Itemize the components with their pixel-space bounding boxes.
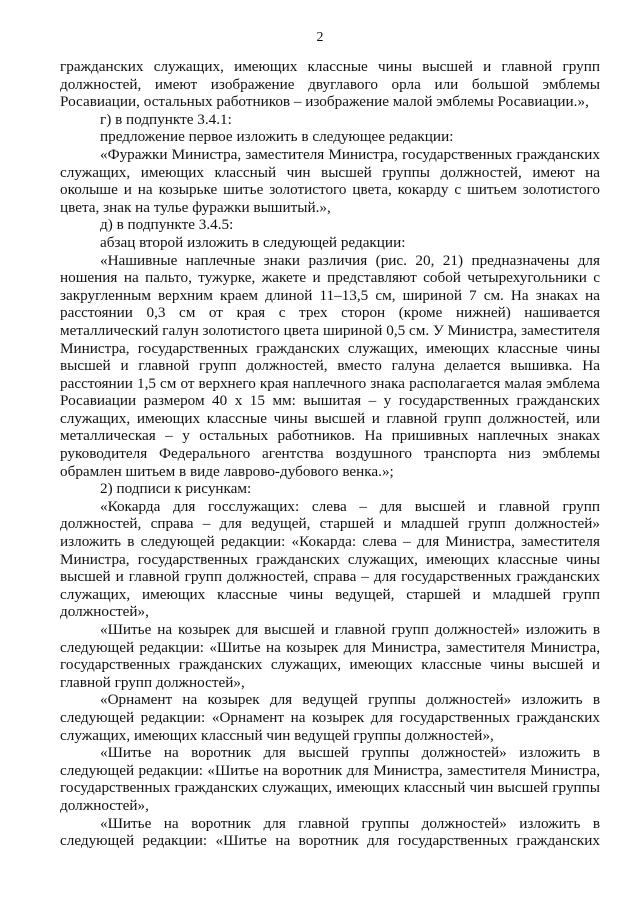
paragraph: «Орнамент на козырек для ведущей группы должностей» изложить в следующей редакции: «Орнамент на козырек для государственных гражданских служащих, имеющих классный чин ведущей группы должностей», [60, 691, 600, 744]
paragraph: «Шитье на козырек для высшей и главной групп должностей» изложить в следующей редакции: «Шитье на козырек для Министра, заместителя Министра, государственных гражданских служащих, имеющих классные чины высшей и главной групп должностей», [60, 621, 600, 691]
paragraph: 2) подписи к рисункам: [100, 480, 252, 498]
paragraph: г) в подпункте 3.4.1: [100, 110, 232, 128]
paragraph: «Шитье на воротник для главной группы должностей» изложить в следующей редакции: «Шитье на воротник для государственных гражданских [60, 814, 600, 850]
page-number: 2 [316, 30, 324, 45]
paragraph: гражданских служащих, имеющих классные чины высшей и главной групп должностей, имеют изображение двуглавого орла или большой эмблемы Росавиации, остальных работников – изображение малой эмблемы Росавиации.», [60, 58, 600, 111]
paragraph: абзац второй изложить в следующей редакции: [100, 233, 406, 251]
paragraph: «Кокарда для госслужащих: слева – для высшей и главной групп должностей, справа – для ведущей, старшей и младшей групп должностей» изложить в следующей редакции: «Кокарда: слева – для Министра, заместителя Министра, государственных гражданских служащих, имеющих классные чины высшей и главной групп должностей, справа – для государственных гражданских служащих, имеющих классные чины ведущей, старшей и младшей групп должностей», [60, 497, 600, 621]
paragraph: «Фуражки Министра, заместителя Министра, государственных гражданских служащих, имеющих классный чин высшей группы должностей, имеют на околыше и на козырьке шитье золотистого цвета, кокарду с шитьем золотистого цвета, знак на тулье фуражки вышитый.», [60, 145, 600, 216]
paragraph: д) в подпункте 3.4.5: [100, 216, 234, 234]
paragraph: предложение первое изложить в следующее редакции: [100, 128, 454, 146]
document-body [60, 58, 600, 850]
paragraph: «Шитье на воротник для высшей группы должностей» изложить в следующей редакции: «Шитье на воротник для Министра, заместителя Министра, государственных гражданских служащих, имеющих классный чин высшей группы должностей», [60, 744, 600, 814]
paragraph: «Нашивные наплечные знаки различия (рис. 20, 21) предназначены для ношения на пальто, тужурке, жакете и представляют собой четырехугольники с закругленным верхним краем длиной 11–13,5 см, шириной 7 см. На знаках на расстоянии 0,3 см от края с трех сторон (кроме нижней) нашивается металлический галун золотистого цвета шириной 0,5 см. У Министра, заместителя Министра, государственных гражданских служащих, имеющих классные чины высшей и главной групп должностей, вместо галуна делается вышивка. На расстоянии 1,5 см от верхнего края наплечного знака располагается малая эмблема Росавиации размером 40 х 15 мм: вышитая – у государственных гражданских служащих, имеющих классные чины высшей и главной групп должностей, или металлическая – у остальных работников. На пришивных наплечных знаках руководителя Федерального агентства воздушного транспорта низ эмблемы обрамлен шитьем в виде лаврово-дубового венка.»; [60, 251, 600, 480]
